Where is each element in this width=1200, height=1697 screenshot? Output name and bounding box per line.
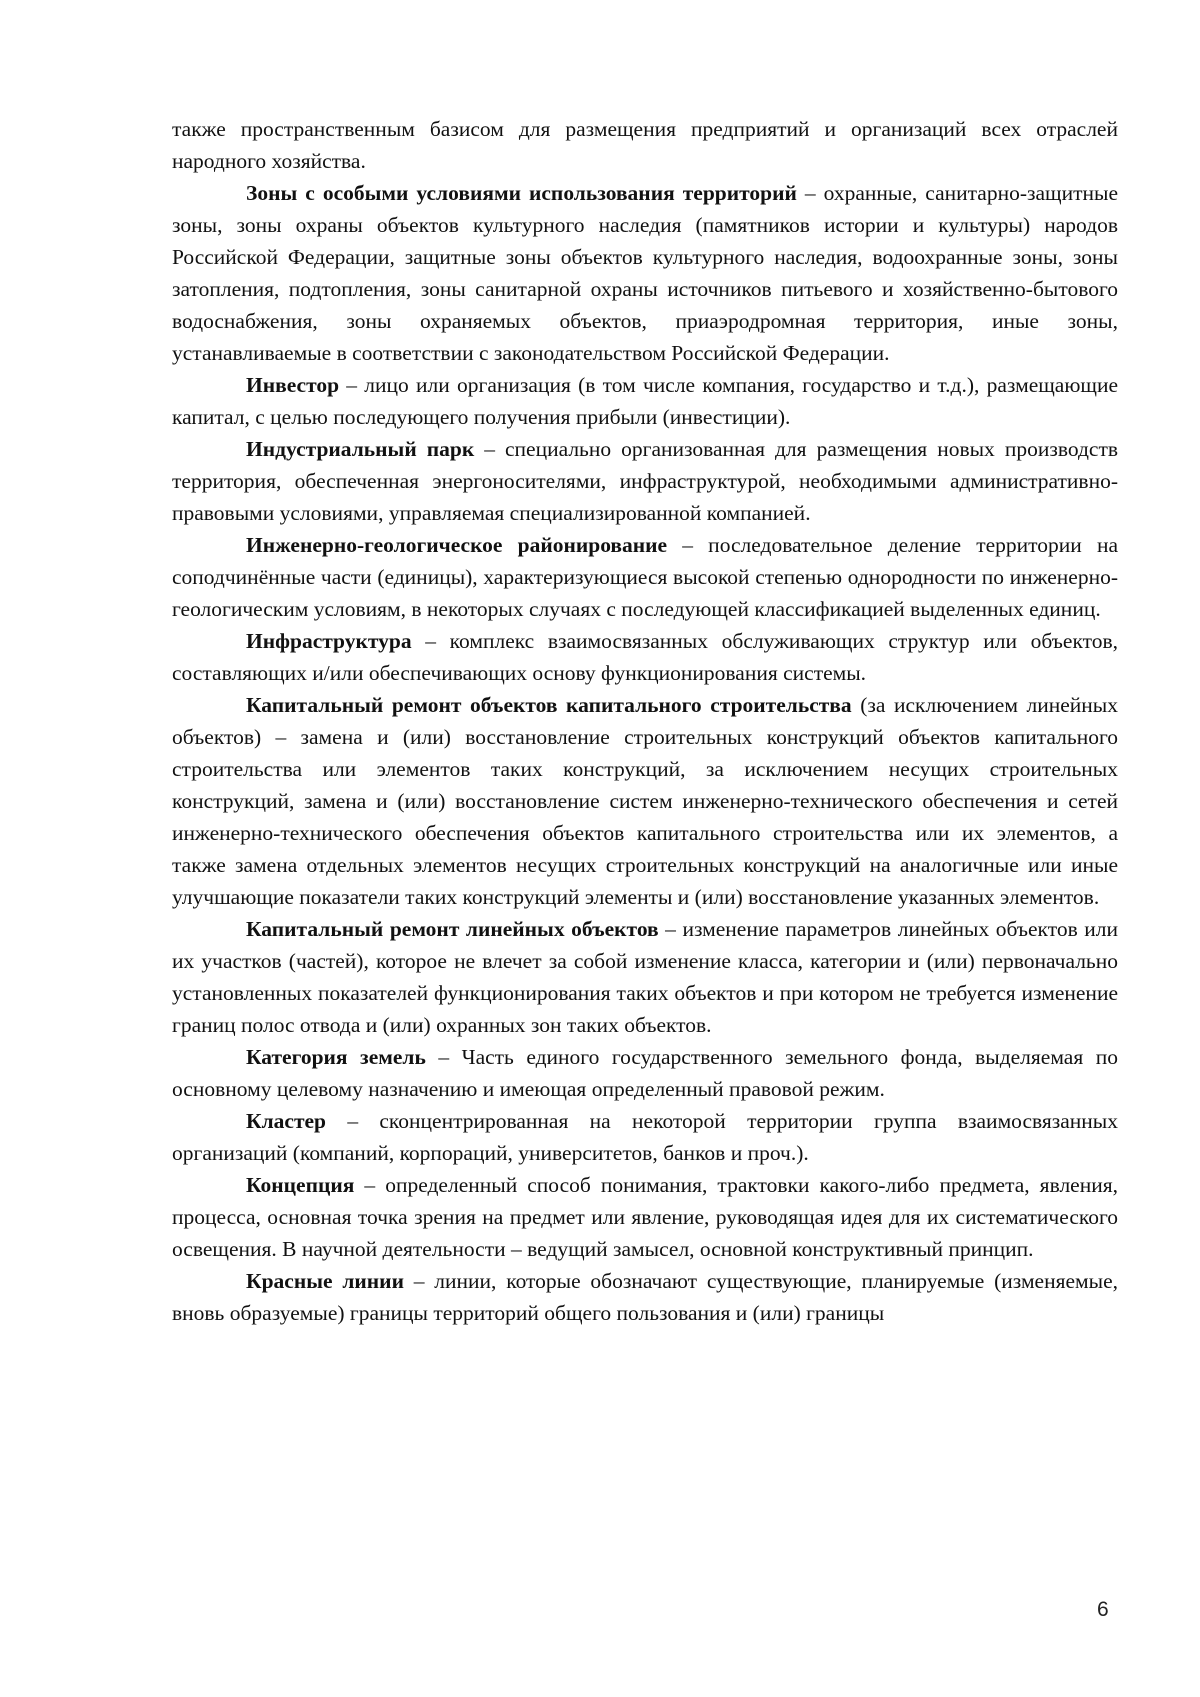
term: Капитальный ремонт объектов капитального строительства	[246, 693, 852, 717]
term: Кластер	[246, 1109, 327, 1133]
definition-concept	[172, 1169, 1118, 1265]
page-number: 6	[1097, 1598, 1109, 1621]
term: Инвестор	[246, 373, 340, 397]
term: Зоны с особыми условиями использования территорий	[246, 181, 797, 205]
term: Инфраструктура	[246, 629, 412, 653]
term: Концепция	[246, 1173, 355, 1197]
definition-capital-repair-construction	[172, 689, 1118, 913]
definition-investor	[172, 369, 1118, 433]
definition-text: – Часть единого государственного земельного фонда, выделяемая по основному целевому назначению и имеющая определенный правовой режим.	[172, 1045, 1118, 1101]
definition-zones	[172, 177, 1118, 369]
term: Категория земель	[246, 1045, 426, 1069]
definition-infrastructure	[172, 625, 1118, 689]
definition-text: – сконцентрированная на некоторой территории группа взаимосвязанных организаций (компаний, корпораций, университетов, банков и проч.).	[172, 1109, 1118, 1165]
definition-text: – изменение параметров линейных объектов или их участков (частей), которое не влечет за собой изменение класса, категории и (или) первоначально установленных показателей функционирования таких объектов и при котором не требуется изменение границ полос отвода и (или) охранных зон таких объектов.	[172, 917, 1118, 1037]
definition-text: (за исключением линейных объектов) – замена и (или) восстановление строительных конструкций объектов капитального строительства или элементов таких конструкций, за исключением несущих строительных конструкций, замена и (или) восстановление систем инженерно-технического обеспечения и сетей инженерно-технического обеспечения объектов капитального строительства или их элементов, а также замена отдельных элементов несущих строительных конструкций на аналогичные или иные улучшающие показатели таких конструкций элементы и (или) восстановление указанных элементов.	[172, 693, 1118, 909]
definition-cluster	[172, 1105, 1118, 1169]
term: Красные линии	[246, 1269, 404, 1293]
term: Инженерно-геологическое районирование	[246, 533, 668, 557]
definition-industrial-park	[172, 433, 1118, 529]
definition-red-lines	[172, 1265, 1118, 1329]
continuation-paragraph: также пространственным базисом для размещения предприятий и организаций всех отраслей народного хозяйства.	[172, 117, 1118, 173]
definition-engineering-geological-zoning	[172, 529, 1118, 625]
definition-text: – определенный способ понимания, трактовки какого-либо предмета, явления, процесса, основная точка зрения на предмет или явление, руководящая идея для их систематического освещения. В научной деятельности – ведущий замысел, основной конструктивный принцип.	[172, 1173, 1118, 1261]
definition-text: – комплекс взаимосвязанных обслуживающих структур или объектов, составляющих и/или обеспечивающих основу функционирования системы.	[172, 629, 1118, 685]
definition-capital-repair-linear	[172, 913, 1118, 1041]
document-page	[172, 113, 1118, 1329]
definition-land-category	[172, 1041, 1118, 1105]
definition-text: – специально организованная для размещения новых производств территория, обеспеченная энергоносителями, инфраструктурой, необходимыми административно-правовыми условиями, управляемая специализированной компанией.	[172, 437, 1118, 525]
term: Индустриальный парк	[246, 437, 475, 461]
definition-text: – последовательное деление территории на соподчинённые части (единицы), характеризующиеся высокой степенью однородности по инженерно-геологическим условиям, в некоторых случаях с последующей классификацией выделенных единиц.	[172, 533, 1118, 621]
term: Капитальный ремонт линейных объектов	[246, 917, 659, 941]
definition-text: – охранные, санитарно-защитные зоны, зоны охраны объектов культурного наследия (памятников истории и культуры) народов Российской Федерации, защитные зоны объектов культурного наследия, водоохранные зоны, зоны затопления, подтопления, зоны санитарной охраны источников питьевого и хозяйственно-бытового водоснабжения, зоны охраняемых объектов, приаэродромная территория, иные зоны, устанавливаемые в соответствии с законодательством Российской Федерации.	[172, 181, 1118, 365]
definition-text: – линии, которые обозначают существующие, планируемые (изменяемые, вновь образуемые) границы территорий общего пользования и (или) границы	[172, 1269, 1118, 1325]
definition-text: – лицо или организация (в том числе компания, государство и т.д.), размещающие капитал, с целью последующего получения прибыли (инвестиции).	[172, 373, 1118, 429]
